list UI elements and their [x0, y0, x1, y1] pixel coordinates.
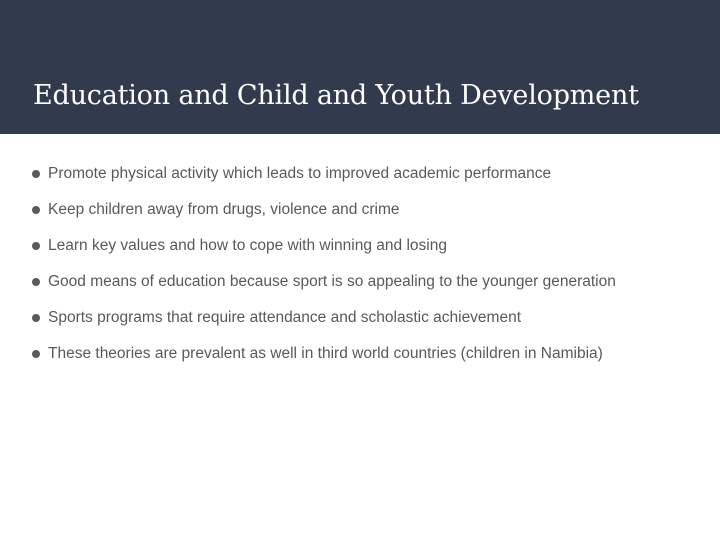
bullet-item [30, 228, 616, 264]
bullet-text: Learn key values and how to cope with winning and losing [48, 237, 447, 254]
bullet-dot-icon [32, 278, 40, 286]
bullet-text: These theories are prevalent as well in third world countries (children in Namibia) [48, 345, 603, 362]
title-bar [0, 0, 720, 134]
bullet-item [30, 264, 616, 300]
bullet-dot-icon [32, 170, 40, 178]
bullet-text: Sports programs that require attendance and scholastic achievement [48, 309, 522, 326]
bullet-dot-icon [32, 314, 40, 322]
bullet-item [30, 336, 616, 372]
bullet-dot-icon [32, 206, 40, 214]
bullet-text: Promote physical activity which leads to improved academic performance [48, 165, 552, 182]
bullet-text: Good means of education because sport is so appealing to the younger generation [48, 273, 616, 290]
bullet-dot-icon [32, 242, 40, 250]
slide-title: Education and Child and Youth Development [33, 80, 639, 111]
bullet-item [30, 300, 616, 336]
bullet-text: Keep children away from drugs, violence and crime [48, 201, 400, 218]
bullet-list [30, 156, 616, 372]
bullet-item [30, 156, 616, 192]
bullet-dot-icon [32, 350, 40, 358]
bullet-item [30, 192, 616, 228]
